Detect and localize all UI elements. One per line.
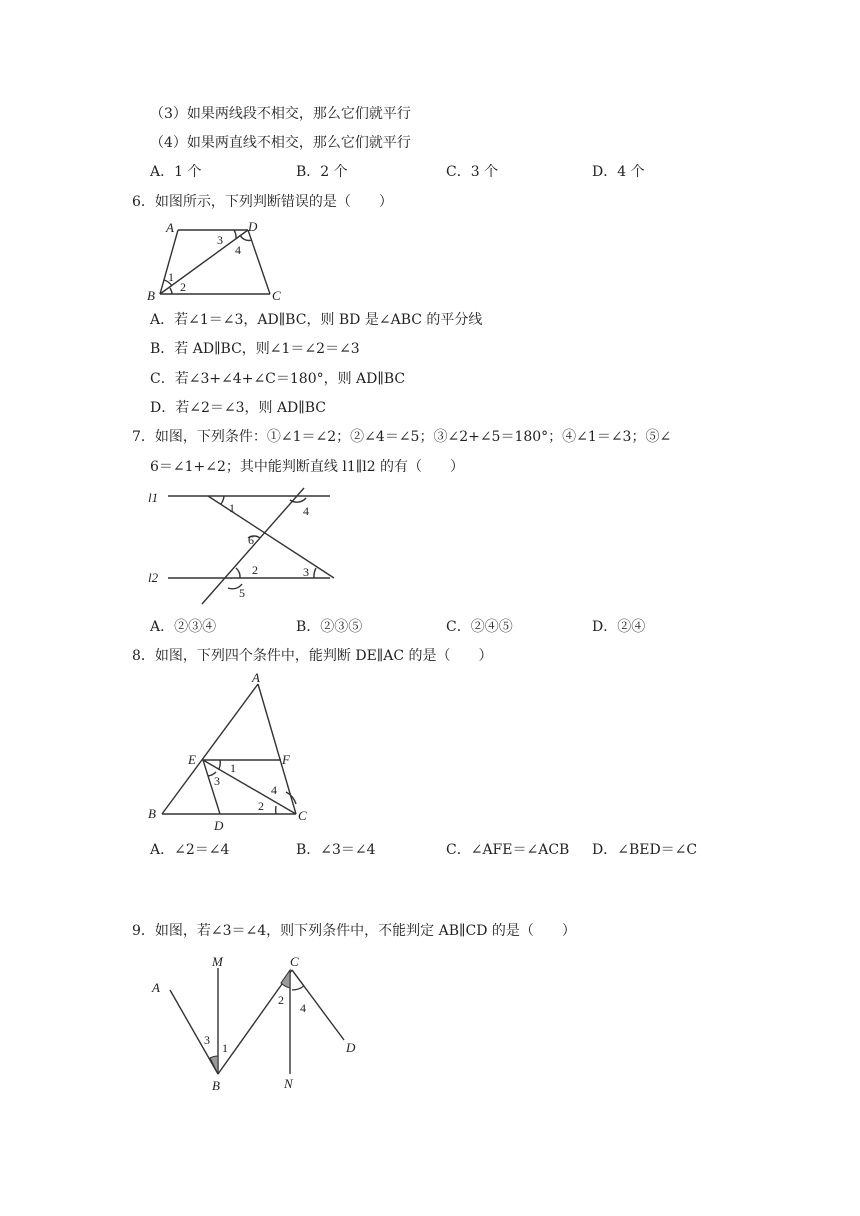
q6-label-a: A	[166, 220, 174, 235]
q7-angle-5: 5	[239, 586, 245, 600]
q8-label-a: A	[252, 670, 260, 685]
q6-angle-1: 1	[168, 270, 174, 284]
q7-label-l1: l1	[148, 490, 159, 505]
q7-option-c: C．②④⑤	[446, 619, 513, 635]
q9-angle-3: 3	[204, 1033, 210, 1047]
q7-angle-6: 6	[248, 533, 254, 547]
q6-label-d: D	[248, 219, 258, 234]
q6-angle-3: 3	[217, 233, 223, 247]
q8-option-c: C．∠AFE＝∠ACB	[446, 842, 570, 858]
q8-option-b: B．∠3＝∠4	[296, 842, 376, 858]
q5-option-c: C．3 个	[446, 164, 499, 180]
q9-figure-zigzag	[140, 948, 370, 1098]
q8-option-d: D．∠BED＝∠C	[592, 842, 698, 858]
q8-angle-1: 1	[230, 761, 236, 775]
q6-figure-trapezoid	[140, 218, 300, 308]
q6-option-b: B．若 AD∥BC，则∠1＝∠2＝∠3	[150, 341, 360, 357]
q9-stem: 9．如图，若∠3＝∠4，则下列条件中，不能判定 AB∥CD 的是（ ）	[132, 923, 576, 939]
q9-angle-4: 4	[300, 1001, 306, 1015]
q5-option-a: A．1 个	[150, 164, 202, 180]
q7-option-b: B．②③⑤	[296, 619, 363, 635]
q8-label-b: B	[148, 806, 156, 821]
q9-label-a: A	[152, 980, 160, 995]
q8-label-f: F	[282, 752, 290, 767]
q9-label-b: B	[212, 1078, 220, 1093]
q8-angle-4: 4	[271, 783, 277, 797]
q8-figure-triangle	[140, 670, 330, 835]
q6-label-b: B	[147, 288, 155, 303]
q6-option-a: A．若∠1＝∠3，AD∥BC，则 BD 是∠ABC 的平分线	[150, 312, 483, 328]
q5-statement-3: （3）如果两线段不相交，那么它们就平行	[150, 106, 411, 122]
q7-stem-line-2: 6＝∠1+∠2；其中能判断直线 l1∥l2 的有（ ）	[150, 459, 465, 475]
q7-figure-parallel-lines	[140, 482, 340, 607]
q7-angle-4: 4	[303, 504, 309, 518]
q6-angle-2: 2	[180, 280, 186, 294]
q9-angle-1: 1	[222, 1041, 228, 1055]
q6-label-c: C	[272, 288, 281, 303]
q6-option-c: C．若∠3+∠4+∠C＝180°，则 AD∥BC	[150, 371, 406, 387]
q7-option-d: D．②④	[592, 619, 646, 635]
q9-angle-2: 2	[278, 993, 284, 1007]
q8-option-a: A．∠2＝∠4	[150, 842, 230, 858]
q9-label-n: N	[284, 1076, 293, 1091]
q9-label-d: D	[346, 1040, 356, 1055]
q9-label-m: M	[212, 954, 223, 969]
q7-label-l2: l2	[148, 570, 159, 585]
q6-angle-4: 4	[235, 243, 241, 257]
q5-option-b: B．2 个	[296, 164, 348, 180]
q5-statement-4: （4）如果两直线不相交，那么它们就平行	[150, 135, 411, 151]
q9-label-c: C	[290, 954, 299, 969]
q8-angle-2: 2	[258, 799, 264, 813]
q6-option-d: D．若∠2＝∠3，则 AD∥BC	[150, 400, 327, 416]
q8-angle-3: 3	[214, 774, 220, 788]
q7-stem-line-1: 7．如图，下列条件：①∠1＝∠2；②∠4＝∠5；③∠2+∠5＝180°；④∠1＝∠3；⑤∠	[132, 429, 672, 445]
q8-label-e: E	[188, 752, 196, 767]
q8-label-c: C	[298, 808, 307, 823]
q8-stem: 8．如图，下列四个条件中，能判断 DE∥AC 的是（ ）	[132, 648, 493, 664]
q6-stem: 6．如图所示，下列判断错误的是（ ）	[132, 194, 393, 210]
q7-option-a: A．②③④	[150, 619, 217, 635]
q7-angle-2: 2	[252, 563, 258, 577]
q5-option-d: D．4 个	[592, 164, 645, 180]
q8-label-d: D	[214, 818, 224, 833]
q7-angle-3: 3	[303, 565, 309, 579]
q7-angle-1: 1	[229, 501, 235, 515]
